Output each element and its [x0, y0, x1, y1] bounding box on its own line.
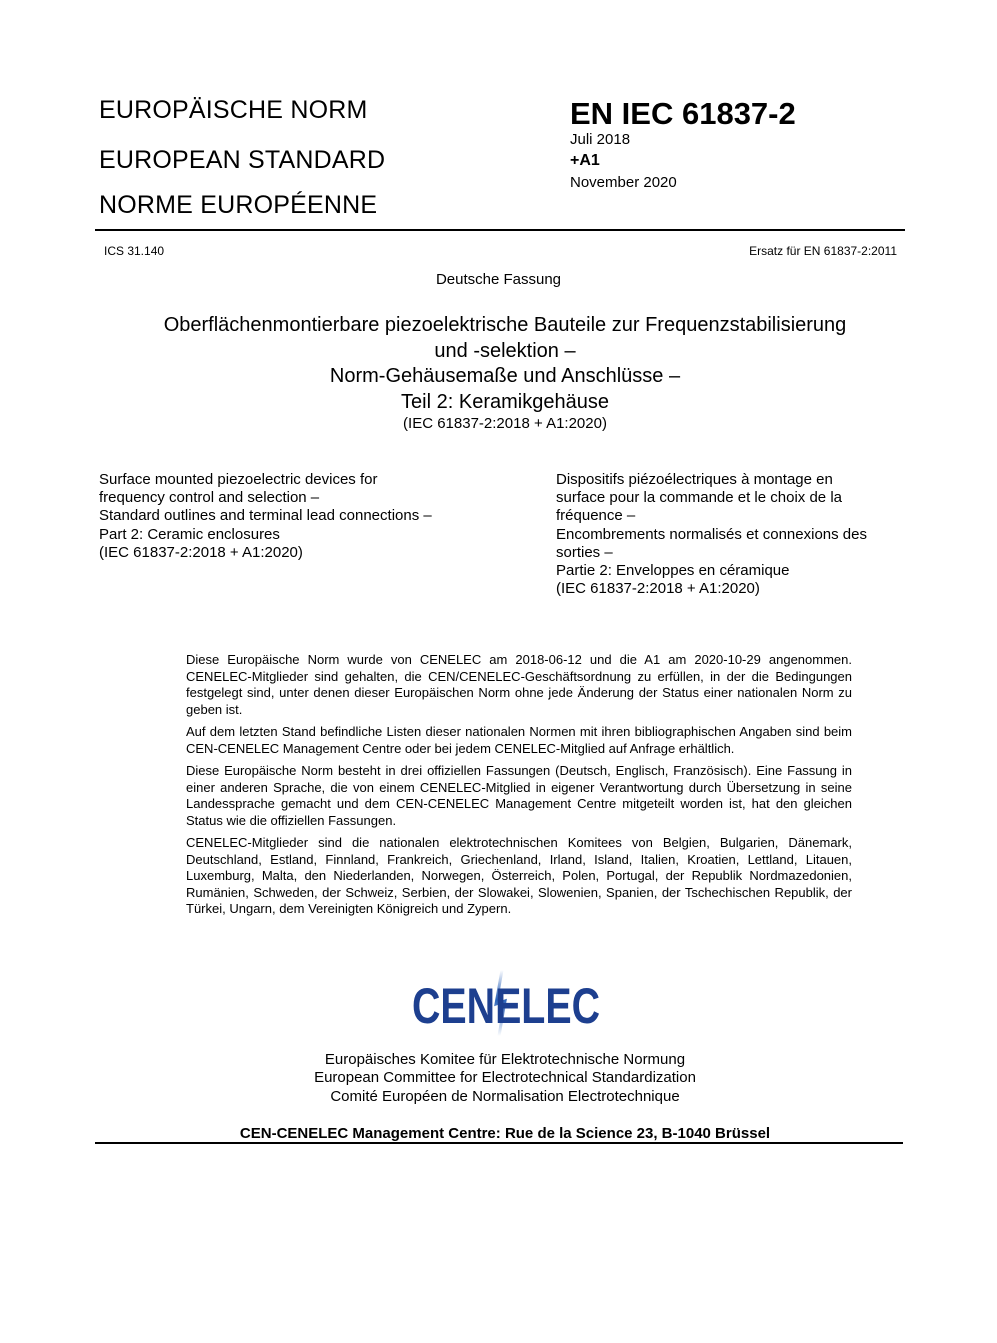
body-paragraph: Diese Europäische Norm wurde von CENELEC am 2018-06-12 und die A1 am 2020-10-29 angenommen. CENELEC-Mitglieder sind gehalten, die CEN/CENELEC-Geschäftsordnung zu erfüllen, in der die Bedingungen festgelegt sind, unter denen dieser Europäischen Norm ohne jede Änderung der Status einer nationalen Norm zu geben ist. — [186, 652, 852, 717]
english-title-line: Part 2: Ceramic enclosures — [99, 525, 280, 543]
german-title-line: Teil 2: Keramikgehäuse — [401, 390, 609, 413]
french-title-line: (IEC 61837-2:2018 + A1:2020) — [556, 580, 760, 598]
header-rule — [95, 229, 905, 231]
title-german: EUROPÄISCHE NORM — [99, 96, 368, 124]
english-title-line: frequency control and selection – — [99, 489, 320, 507]
german-title-line: Oberflächenmontierbare piezoelektrische Bauteile zur Frequenzstabilisierung — [163, 314, 847, 336]
body-paragraph: Diese Europäische Norm besteht in drei offiziellen Fassungen (Deutsch, Englisch, Französisch). Eine Fassung in einer anderen Sprache, die von einem CENELEC-Mitglied in eigener Verantwortung durch Übersetzung in seine Landessprache gemacht und dem CEN-CENELEC Management Centre mitgeteilt worden ist, hat den gleichen Status wie die offiziellen Fassungen. — [186, 763, 852, 828]
body-paragraph: Auf dem letzten Stand befindliche Listen dieser nationalen Normen mit ihren bibliographischen Angaben sind beim CEN-CENELEC Management Centre oder bei jedem CENELEC-Mitglied auf Anfrage erhältlich. — [186, 724, 852, 756]
french-title-line: surface pour la commande et le choix de la — [556, 489, 842, 507]
german-title-line: und -selektion – — [434, 339, 576, 362]
amendment-date: November 2020 — [570, 174, 677, 191]
body-paragraph: CENELEC-Mitglieder sind die nationalen elektrotechnischen Komitees von Belgien, Bulgarien, Dänemark, Deutschland, Estland, Finnland, Frankreich, Griechenland, Irland, Island, Italien, Kroatien, Lettland, Litauen, Luxemburg, Malta, den Niederlanden, Norwegen, Österreich, Polen, Portugal, der Republik Nordmazedonien, Rumänien, Schweden, der Schweiz, Serbien, der Slowakei, Slowenien, Spanien, der Tschechischen Republik, der Türkei, Ungarn, dem Vereinigten Königreich und Zypern. — [186, 835, 852, 916]
english-title-line: Standard outlines and terminal lead connections – — [99, 507, 432, 525]
french-title-line: Dispositifs piézoélectriques à montage en — [556, 471, 833, 488]
committee-name-french: Comité Européen de Normalisation Electrotechnique — [330, 1087, 680, 1105]
english-title-line: (IEC 61837-2:2018 + A1:2020) — [99, 543, 303, 561]
german-title-reference: (IEC 61837-2:2018 + A1:2020) — [403, 415, 607, 432]
english-title-line: Surface mounted piezoelectric devices for — [99, 471, 378, 488]
french-title — [556, 471, 906, 598]
body-text — [186, 652, 852, 924]
amendment-label: +A1 — [570, 152, 600, 169]
title-french: NORME EUROPÉENNE — [99, 191, 378, 219]
footer-address: CEN-CENELEC Management Centre: Rue de la Science 23, B-1040 Brüssel — [239, 1125, 771, 1142]
ics-code: ICS 31.140 — [104, 244, 165, 258]
french-title-line: fréquence – — [556, 507, 636, 525]
english-title — [99, 471, 519, 562]
committee-name-german: Europäisches Komitee für Elektrotechnische Normung — [324, 1051, 686, 1068]
footer-rule — [95, 1142, 903, 1144]
cenelec-logo — [410, 968, 605, 1038]
version-label: Deutsche Fassung — [435, 271, 562, 288]
publication-date: Juli 2018 — [570, 131, 631, 148]
supersedes-note: Ersatz für EN 61837-2:2011 — [749, 244, 897, 258]
logo-wordmark: CENELEC — [412, 978, 600, 1034]
title-english: EUROPEAN STANDARD — [99, 146, 386, 174]
committee-name-english: European Committee for Electrotechnical Standardization — [314, 1069, 696, 1087]
committee-names — [60, 1051, 950, 1106]
french-title-line: Encombrements normalisés et connexions des — [556, 525, 867, 543]
french-title-line: sorties – — [556, 543, 613, 561]
cenelec-logo-graphic — [410, 968, 605, 1038]
german-title-line: Norm-Gehäusemaße und Anschlüsse – — [329, 365, 681, 387]
german-title — [60, 313, 950, 433]
standard-number: EN IEC 61837-2 — [570, 96, 796, 131]
french-title-line: Partie 2: Enveloppes en céramique — [556, 562, 790, 580]
